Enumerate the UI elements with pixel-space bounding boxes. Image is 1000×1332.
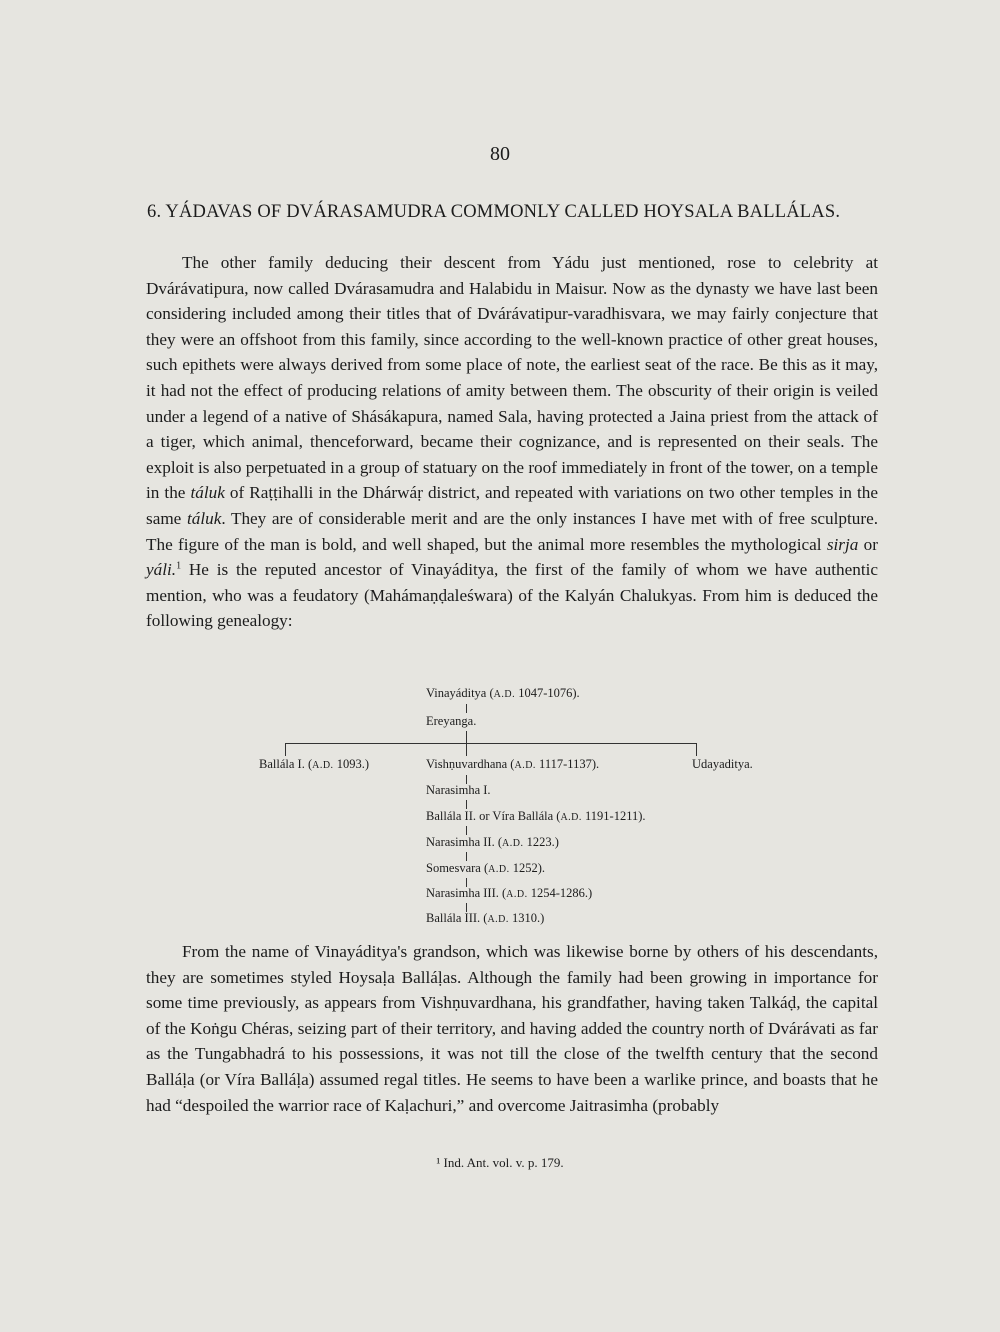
- paragraph-1-text-a: The other family deducing their descent from Yádu just mentioned, rose to celebrity at Dvárávatipura, now called Dvárasamudra and Halabidu in Maisur. Now as the dynasty we have last been considering included among their titles that of Dvárávatipur-varadhisvara, we may fairly conjecture that they were an offshoot from this family, since according to the well-known practice of other great houses, such epithets were always derived from some place of note, the earliest seat of the race. Be this as it may, it had not the effect of producing relations of amity between them. The obscurity of their origin is veiled under a legend of a native of Shásákapura, named Sala, having protected a Jaina priest from the attack of a tiger, which animal, thenceforward, became their cognizance, and is represented on their seals. The exploit is also perpetuated in a group of statuary on the roof immediately in front of the tower, on a temple in the: [146, 253, 878, 503]
- paragraph-2: From the name of Vinayáditya's grandson, which was likewise borne by others of his descendants, they are sometimes styled Hoysaḷa Balláḷas. Although the family had been growing in importance for some time previously, as appears from Vishṇuvardhana, his grandfather, having taken Talkáḍ, the capital of the Koṅgu Chéras, seizing part of their territory, and having added the country north of Dvárávati as far as the Tungabhadrá to his possessions, it was not till the close of the twelfth century that the second Balláḷa (or Víra Balláḷa) assumed regal titles. He seems to have been a warlike prince, and boasts that he had “despoiled the warrior race of Kaḷachuri,” and overcome Jaitrasimha (probably: [146, 942, 878, 1115]
- paragraph-1-text-c: . They are of considerable merit and are the only instances I have met with of free sculpture. The figure of the man is bold, and well shaped, but the animal more resembles the mythological: [146, 508, 878, 554]
- connector-line: [466, 852, 467, 861]
- genealogy-udayaditya: Udayaditya.: [692, 757, 753, 771]
- connector-line: [466, 704, 467, 713]
- genealogy-ereyanga: Ereyanga.: [426, 714, 477, 728]
- term-yali: yáli.: [146, 560, 177, 580]
- paragraph-1: [146, 250, 878, 634]
- genealogy-vishnuvardhana: Vishṇuvardhana (A.D. 1117-1137).: [426, 757, 600, 771]
- genealogy-somesvara: Somesvara (A.D. 1252).: [426, 861, 546, 875]
- term-taluk: táluk: [190, 483, 225, 503]
- connector-line: [696, 743, 697, 756]
- genealogy-narasimha-3: Narasimha III. (A.D. 1254-1286.): [426, 886, 593, 900]
- paragraph-1-or: or: [863, 534, 878, 554]
- footnote-marker: 1: [176, 560, 182, 572]
- paragraph-1-text-b: of Raṭṭihalli in the Dhárwáṛ district, and repeated with variations on two other temples in the same: [146, 483, 879, 528]
- connector-line: [466, 731, 467, 743]
- branch-line: [285, 743, 697, 744]
- connector-line: [466, 743, 467, 756]
- connector-line: [466, 826, 467, 835]
- genealogy-vinayaditya: Vinayáditya (A.D. 1047-1076).: [426, 686, 580, 700]
- section-heading: 6. YÁDAVAS OF DVÁRASAMUDRA COMMONLY CALLED HOYSALA BALLÁLAS.: [147, 202, 841, 222]
- genealogy-ballala-3: Ballála III. (A.D. 1310.): [426, 911, 545, 925]
- paragraph-1-text-d: He is the reputed ancestor of Vinayáditya, the first of the family of whom we have authentic mention, who was a feudatory (Mahámaṇḍaleśwara) of the Kalyán Chalukyas. From him is deduced the following genealogy:: [146, 560, 879, 631]
- connector-line: [285, 743, 286, 756]
- term-taluk: táluk: [186, 508, 222, 528]
- connector-line: [466, 800, 467, 809]
- genealogy-narasimha-2: Narasimha II. (A.D. 1223.): [426, 835, 559, 849]
- page-number: 80: [490, 143, 510, 165]
- term-sirja: sirja: [826, 534, 859, 554]
- footnote: ¹ Ind. Ant. vol. v. p. 179.: [436, 1155, 564, 1170]
- genealogy-ballala-2: Ballála II. or Víra Ballála (A.D. 1191-1211).: [426, 809, 646, 823]
- genealogy-ballala-1: Ballála I. (A.D. 1093.): [259, 757, 369, 771]
- genealogy-narasimha-1: Narasimha I.: [426, 783, 491, 797]
